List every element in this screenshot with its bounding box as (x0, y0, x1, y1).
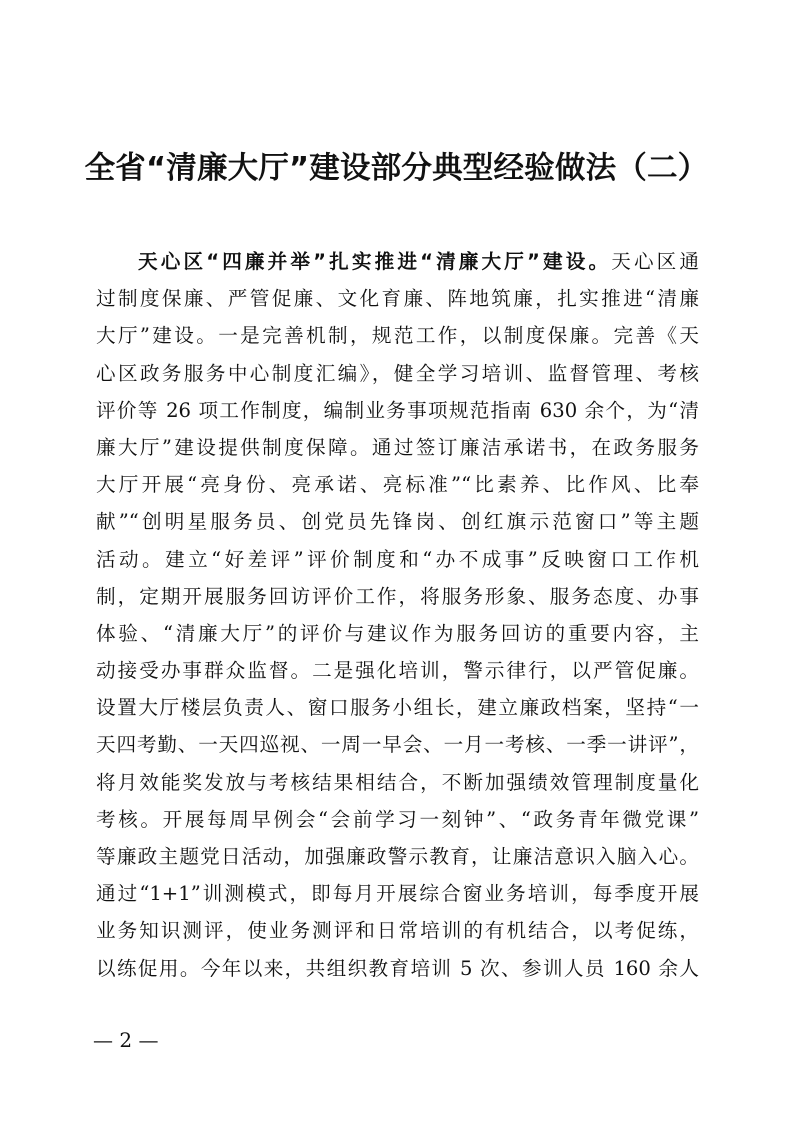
paragraph-line: 献”“创明星服务员、创党员先锋岗、创红旗示范窗口”等主题 (96, 510, 699, 534)
paragraph-line: 通过“1+1”训测模式，即每月开展综合窗业务培训，每季度开展 (96, 882, 699, 906)
page-number: — 2 — (93, 1028, 159, 1052)
paragraph-line: 大厅开展“亮身份、亮承诺、亮标准”“比素养、比作风、比奉 (96, 473, 699, 497)
paragraph-line: 天四考勤、一天四巡视、一周一早会、一月一考核、一季一讲评”， (96, 733, 699, 757)
document-body (96, 243, 699, 987)
paragraph-line: 以练促用。今年以来，共组织教育培训 5 次、参训人员 160 余人 (96, 956, 699, 980)
paragraph-line (96, 243, 699, 280)
paragraph-text: 天心区通 (611, 250, 700, 273)
paragraph-line: 大厅”建设。一是完善机制，规范工作，以制度保廉。完善《天 (96, 324, 699, 348)
paragraph-line: 将月效能奖发放与考核结果相结合，不断加强绩效管理制度量化 (96, 770, 699, 794)
paragraph-line: 评价等 26 项工作制度，编制业务事项规范指南 630 余个，为“清 (96, 398, 699, 422)
paragraph-line: 心区政务服务中心制度汇编》，健全学习培训、监督管理、考核 (96, 361, 699, 385)
paragraph-line: 考核。开展每周早例会“会前学习一刻钟”、“政务青年微党课” (96, 807, 699, 831)
lead-heading: 天心区“四廉并举”扎实推进“清廉大厅”建设。 (138, 250, 612, 273)
paragraph-line: 过制度保廉、严管促廉、文化育廉、阵地筑廉，扎实推进“清廉 (96, 287, 699, 311)
paragraph-line: 活动。建立“好差评”评价制度和“办不成事”反映窗口工作机 (96, 547, 699, 571)
paragraph-line: 动接受办事群众监督。二是强化培训，警示律行，以严管促廉。 (96, 659, 699, 683)
document-title: 全省“清廉大厅”建设部分典型经验做法（二） (84, 151, 709, 186)
paragraph-line: 等廉政主题党日活动，加强廉政警示教育，让廉洁意识入脑入心。 (96, 845, 699, 868)
paragraph-line: 制，定期开展服务回访评价工作，将服务形象、服务态度、办事 (96, 584, 699, 608)
paragraph-line: 体验、“清廉大厅”的评价与建议作为服务回访的重要内容，主 (96, 621, 699, 645)
paragraph-line: 设置大厅楼层负责人、窗口服务小组长，建立廉政档案，坚持“一 (96, 696, 699, 720)
paragraph-line: 业务知识测评，使业务测评和日常培训的有机结合，以考促练， (96, 919, 699, 943)
paragraph-line: 廉大厅”建设提供制度保障。通过签订廉洁承诺书，在政务服务 (96, 435, 699, 459)
